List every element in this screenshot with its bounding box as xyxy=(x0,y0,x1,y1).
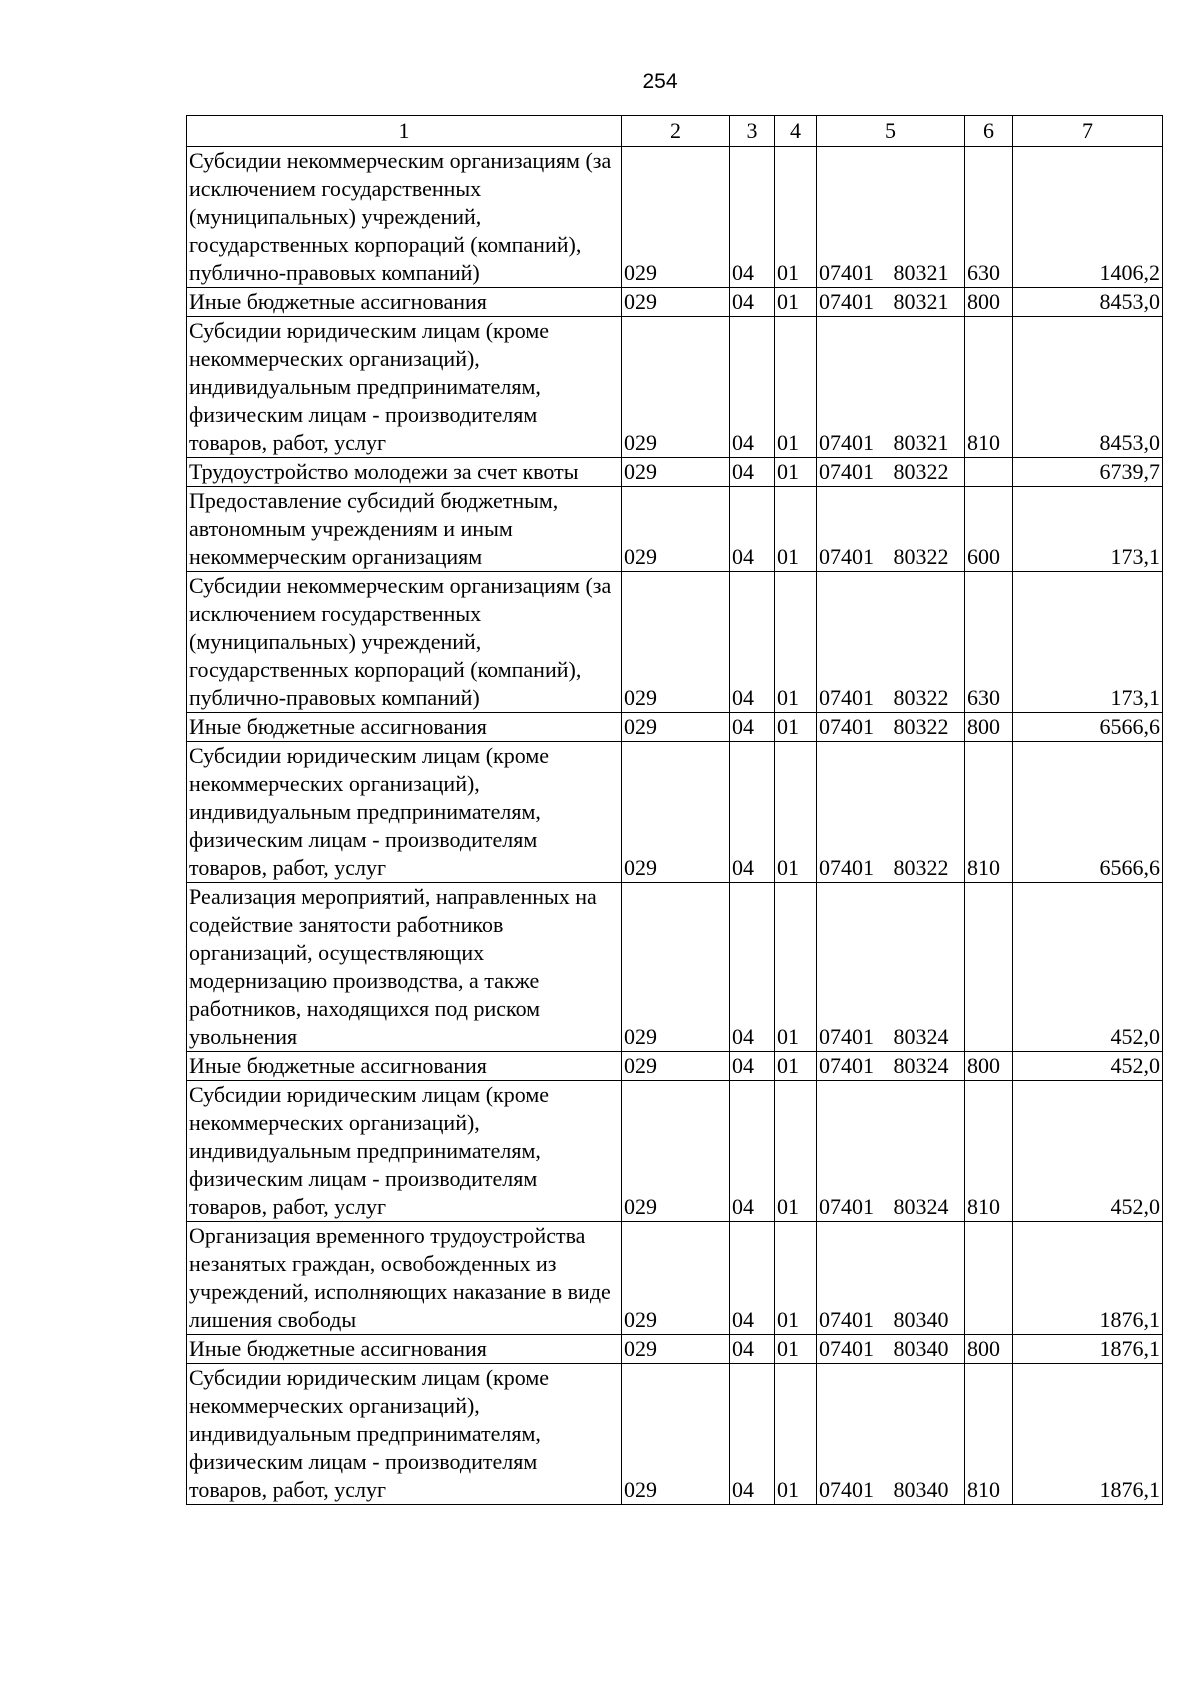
item-name-cell: Субсидии юридическим лицам (кроме некоммерческих организаций), индивидуальным предпринимателям, физическим лицам - производителям товаров, работ, услуг xyxy=(187,1364,622,1505)
table-row xyxy=(187,1364,1163,1505)
section-cell: 04 xyxy=(730,1222,775,1335)
target-article-cell: 07401 80324 xyxy=(817,1052,965,1081)
amount-cell: 1406,2 xyxy=(1013,147,1163,288)
target-article-cell: 07401 80322 xyxy=(817,572,965,713)
table-row xyxy=(187,1081,1163,1222)
item-name-cell: Организация временного трудоустройства незанятых граждан, освобожденных из учреждений, исполняющих наказание в виде лишения свободы xyxy=(187,1222,622,1335)
table-row xyxy=(187,883,1163,1052)
admin-code-cell: 029 xyxy=(622,1081,730,1222)
target-article-cell: 07401 80321 xyxy=(817,317,965,458)
header-cell: 5 xyxy=(817,116,965,147)
section-cell: 04 xyxy=(730,1364,775,1505)
section-cell: 04 xyxy=(730,1081,775,1222)
amount-cell: 8453,0 xyxy=(1013,317,1163,458)
item-name-cell: Предоставление субсидий бюджетным, автономным учреждениям и иным некоммерческим организациям xyxy=(187,487,622,572)
section-cell: 04 xyxy=(730,883,775,1052)
item-name-cell: Иные бюджетные ассигнования xyxy=(187,713,622,742)
expense-type-cell: 630 xyxy=(965,572,1013,713)
subsection-cell: 01 xyxy=(775,458,817,487)
header-cell: 4 xyxy=(775,116,817,147)
amount-cell: 6566,6 xyxy=(1013,742,1163,883)
header-cell: 2 xyxy=(622,116,730,147)
section-cell: 04 xyxy=(730,487,775,572)
expense-type-cell: 800 xyxy=(965,1335,1013,1364)
item-name-cell: Иные бюджетные ассигнования xyxy=(187,288,622,317)
target-article-cell: 07401 80340 xyxy=(817,1335,965,1364)
amount-cell: 1876,1 xyxy=(1013,1222,1163,1335)
subsection-cell: 01 xyxy=(775,147,817,288)
admin-code-cell: 029 xyxy=(622,288,730,317)
expense-type-cell: 810 xyxy=(965,317,1013,458)
table-row xyxy=(187,1222,1163,1335)
table-row xyxy=(187,1052,1163,1081)
admin-code-cell: 029 xyxy=(622,458,730,487)
admin-code-cell: 029 xyxy=(622,883,730,1052)
amount-cell: 1876,1 xyxy=(1013,1364,1163,1505)
table-row xyxy=(187,572,1163,713)
section-cell: 04 xyxy=(730,713,775,742)
page-number: 254 xyxy=(642,70,678,93)
section-cell: 04 xyxy=(730,1335,775,1364)
budget-table xyxy=(186,115,1163,1505)
target-article-cell: 07401 80324 xyxy=(817,1081,965,1222)
amount-cell: 173,1 xyxy=(1013,572,1163,713)
section-cell: 04 xyxy=(730,317,775,458)
subsection-cell: 01 xyxy=(775,288,817,317)
amount-cell: 173,1 xyxy=(1013,487,1163,572)
subsection-cell: 01 xyxy=(775,487,817,572)
subsection-cell: 01 xyxy=(775,317,817,458)
subsection-cell: 01 xyxy=(775,742,817,883)
amount-cell: 6739,7 xyxy=(1013,458,1163,487)
amount-cell: 1876,1 xyxy=(1013,1335,1163,1364)
table-row xyxy=(187,713,1163,742)
target-article-cell: 07401 80322 xyxy=(817,458,965,487)
section-cell: 04 xyxy=(730,147,775,288)
subsection-cell: 01 xyxy=(775,713,817,742)
item-name-cell: Субсидии юридическим лицам (кроме некоммерческих организаций), индивидуальным предпринимателям, физическим лицам - производителям товаров, работ, услуг xyxy=(187,1081,622,1222)
expense-type-cell: 800 xyxy=(965,713,1013,742)
amount-cell: 452,0 xyxy=(1013,1052,1163,1081)
admin-code-cell: 029 xyxy=(622,1222,730,1335)
expense-type-cell xyxy=(965,883,1013,1052)
amount-cell: 6566,6 xyxy=(1013,713,1163,742)
subsection-cell: 01 xyxy=(775,1052,817,1081)
admin-code-cell: 029 xyxy=(622,713,730,742)
item-name-cell: Субсидии юридическим лицам (кроме некоммерческих организаций), индивидуальным предпринимателям, физическим лицам - производителям товаров, работ, услуг xyxy=(187,317,622,458)
table-row xyxy=(187,317,1163,458)
expense-type-cell: 810 xyxy=(965,1081,1013,1222)
expense-type-cell: 600 xyxy=(965,487,1013,572)
target-article-cell: 07401 80321 xyxy=(817,288,965,317)
table-row xyxy=(187,458,1163,487)
expense-type-cell: 810 xyxy=(965,1364,1013,1505)
section-cell: 04 xyxy=(730,288,775,317)
target-article-cell: 07401 80324 xyxy=(817,883,965,1052)
amount-cell: 452,0 xyxy=(1013,1081,1163,1222)
admin-code-cell: 029 xyxy=(622,317,730,458)
expense-type-cell: 800 xyxy=(965,288,1013,317)
target-article-cell: 07401 80322 xyxy=(817,713,965,742)
subsection-cell: 01 xyxy=(775,1364,817,1505)
admin-code-cell: 029 xyxy=(622,1364,730,1505)
target-article-cell: 07401 80321 xyxy=(817,147,965,288)
subsection-cell: 01 xyxy=(775,883,817,1052)
table-row xyxy=(187,487,1163,572)
target-article-cell: 07401 80340 xyxy=(817,1222,965,1335)
header-cell: 1 xyxy=(187,116,622,147)
table-body xyxy=(187,147,1163,1505)
admin-code-cell: 029 xyxy=(622,572,730,713)
subsection-cell: 01 xyxy=(775,572,817,713)
table-row xyxy=(187,1335,1163,1364)
expense-type-cell: 810 xyxy=(965,742,1013,883)
section-cell: 04 xyxy=(730,458,775,487)
expense-type-cell: 800 xyxy=(965,1052,1013,1081)
amount-cell: 8453,0 xyxy=(1013,288,1163,317)
item-name-cell: Субсидии некоммерческим организациям (за исключением государственных (муниципальных) учреждений, государственных корпораций (компаний), публично-правовых компаний) xyxy=(187,572,622,713)
header-row xyxy=(187,116,1163,147)
table-row xyxy=(187,147,1163,288)
admin-code-cell: 029 xyxy=(622,487,730,572)
expense-type-cell xyxy=(965,1222,1013,1335)
admin-code-cell: 029 xyxy=(622,742,730,883)
admin-code-cell: 029 xyxy=(622,147,730,288)
subsection-cell: 01 xyxy=(775,1335,817,1364)
table-row xyxy=(187,742,1163,883)
expense-type-cell xyxy=(965,458,1013,487)
admin-code-cell: 029 xyxy=(622,1335,730,1364)
target-article-cell: 07401 80340 xyxy=(817,1364,965,1505)
item-name-cell: Субсидии юридическим лицам (кроме некоммерческих организаций), индивидуальным предпринимателям, физическим лицам - производителям товаров, работ, услуг xyxy=(187,742,622,883)
item-name-cell: Иные бюджетные ассигнования xyxy=(187,1052,622,1081)
subsection-cell: 01 xyxy=(775,1222,817,1335)
target-article-cell: 07401 80322 xyxy=(817,742,965,883)
subsection-cell: 01 xyxy=(775,1081,817,1222)
header-cell: 6 xyxy=(965,116,1013,147)
target-article-cell: 07401 80322 xyxy=(817,487,965,572)
item-name-cell: Реализация мероприятий, направленных на содействие занятости работников организаций, осуществляющих модернизацию производства, а также работников, находящихся под риском увольнения xyxy=(187,883,622,1052)
section-cell: 04 xyxy=(730,742,775,883)
header-cell: 7 xyxy=(1013,116,1163,147)
item-name-cell: Субсидии некоммерческим организациям (за исключением государственных (муниципальных) учреждений, государственных корпораций (компаний), публично-правовых компаний) xyxy=(187,147,622,288)
amount-cell: 452,0 xyxy=(1013,883,1163,1052)
section-cell: 04 xyxy=(730,572,775,713)
item-name-cell: Трудоустройство молодежи за счет квоты xyxy=(187,458,622,487)
section-cell: 04 xyxy=(730,1052,775,1081)
table-row xyxy=(187,288,1163,317)
header-cell: 3 xyxy=(730,116,775,147)
admin-code-cell: 029 xyxy=(622,1052,730,1081)
expense-type-cell: 630 xyxy=(965,147,1013,288)
item-name-cell: Иные бюджетные ассигнования xyxy=(187,1335,622,1364)
